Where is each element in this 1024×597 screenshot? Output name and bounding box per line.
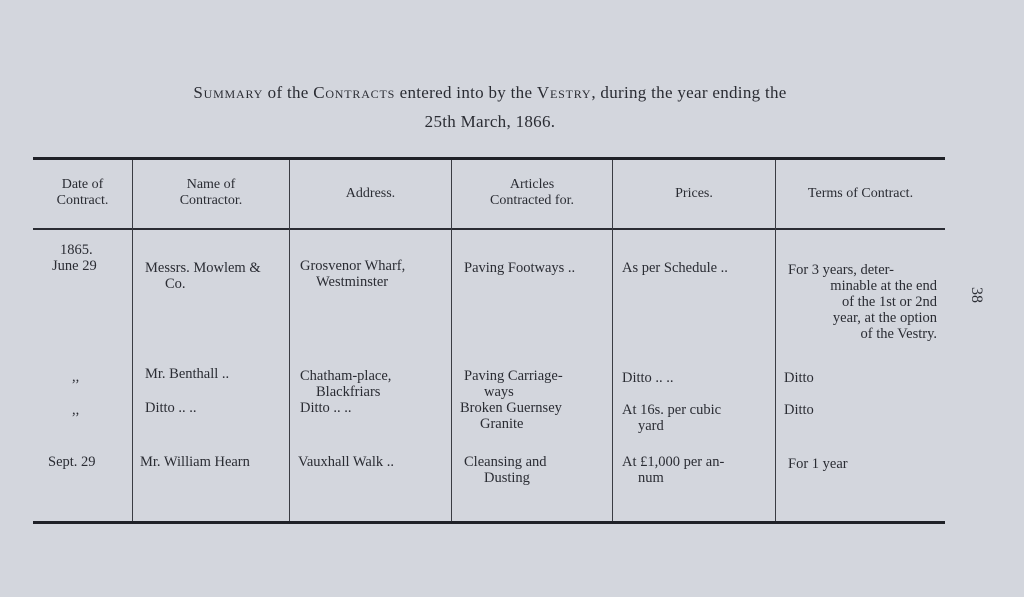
row-4-address: Vauxhall Walk .. [298,454,395,470]
row-2-date: ,, [72,369,80,385]
column-divider [612,160,613,521]
row-2-address: Chatham-place, Blackfriars [300,368,392,400]
row-1-articles: Paving Footways .. [464,260,576,276]
header-prices: Prices. [675,186,713,201]
table-top-rule [33,157,945,160]
row-3-date: ,, [72,402,80,418]
header-date: Date of Contract. [56,177,109,208]
row-3-articles: Broken Guernsey Granite [460,400,562,432]
page-number: 38 [968,287,985,303]
row-4-name: Mr. William Hearn [140,454,250,470]
row-2-articles: Paving Carriage- ways [464,368,563,400]
column-divider [132,160,133,521]
title-vestry: Vestry [536,83,592,102]
year-label: 1865. [60,242,93,258]
row-3-prices: At 16s. per cubic yard [622,402,722,434]
row-1-terms: For 3 years, deter- minable at the end of the 1st or 2nd year, at the option of the Vestry. [788,262,937,342]
title-line-2: 25th March, 1866. [424,112,556,131]
table-bottom-rule [33,521,945,524]
column-divider [289,160,290,521]
row-3-terms: Ditto [784,402,814,418]
title-rest: , during the year ending the [591,83,787,102]
table-header-rule [33,228,945,230]
row-1-prices: As per Schedule .. [622,260,728,276]
row-4-date: Sept. 29 [48,454,96,470]
title-line-1 [0,78,980,107]
row-1-date: June 29 [52,258,97,274]
row-2-prices: Ditto .. .. [622,370,674,386]
column-divider [775,160,776,521]
row-3-address: Ditto .. .. [300,400,352,416]
title-entered: entered into by the [399,83,533,102]
header-terms: Terms of Contract. [807,186,914,201]
row-1-address: Grosvenor Wharf, Westminster [300,258,406,290]
title-summary: Summary [193,83,264,102]
row-2-name: Mr. Benthall .. [145,366,230,382]
column-divider [451,160,452,521]
row-2-terms: Ditto [784,370,814,386]
page-title [0,78,980,136]
title-of-the: of the [267,83,309,102]
row-4-prices: At £1,000 per an- num [622,454,725,486]
header-articles: Articles Contracted for. [490,177,574,208]
row-4-terms: For 1 year [788,456,848,472]
header-name: Name of Contractor. [179,177,243,208]
row-1-name: Messrs. Mowlem & Co. [145,260,261,292]
header-address: Address. [345,186,396,201]
row-4-articles: Cleansing and Dusting [464,454,547,486]
title-contracts: Contracts [313,83,396,102]
row-3-name: Ditto .. .. [145,400,197,416]
